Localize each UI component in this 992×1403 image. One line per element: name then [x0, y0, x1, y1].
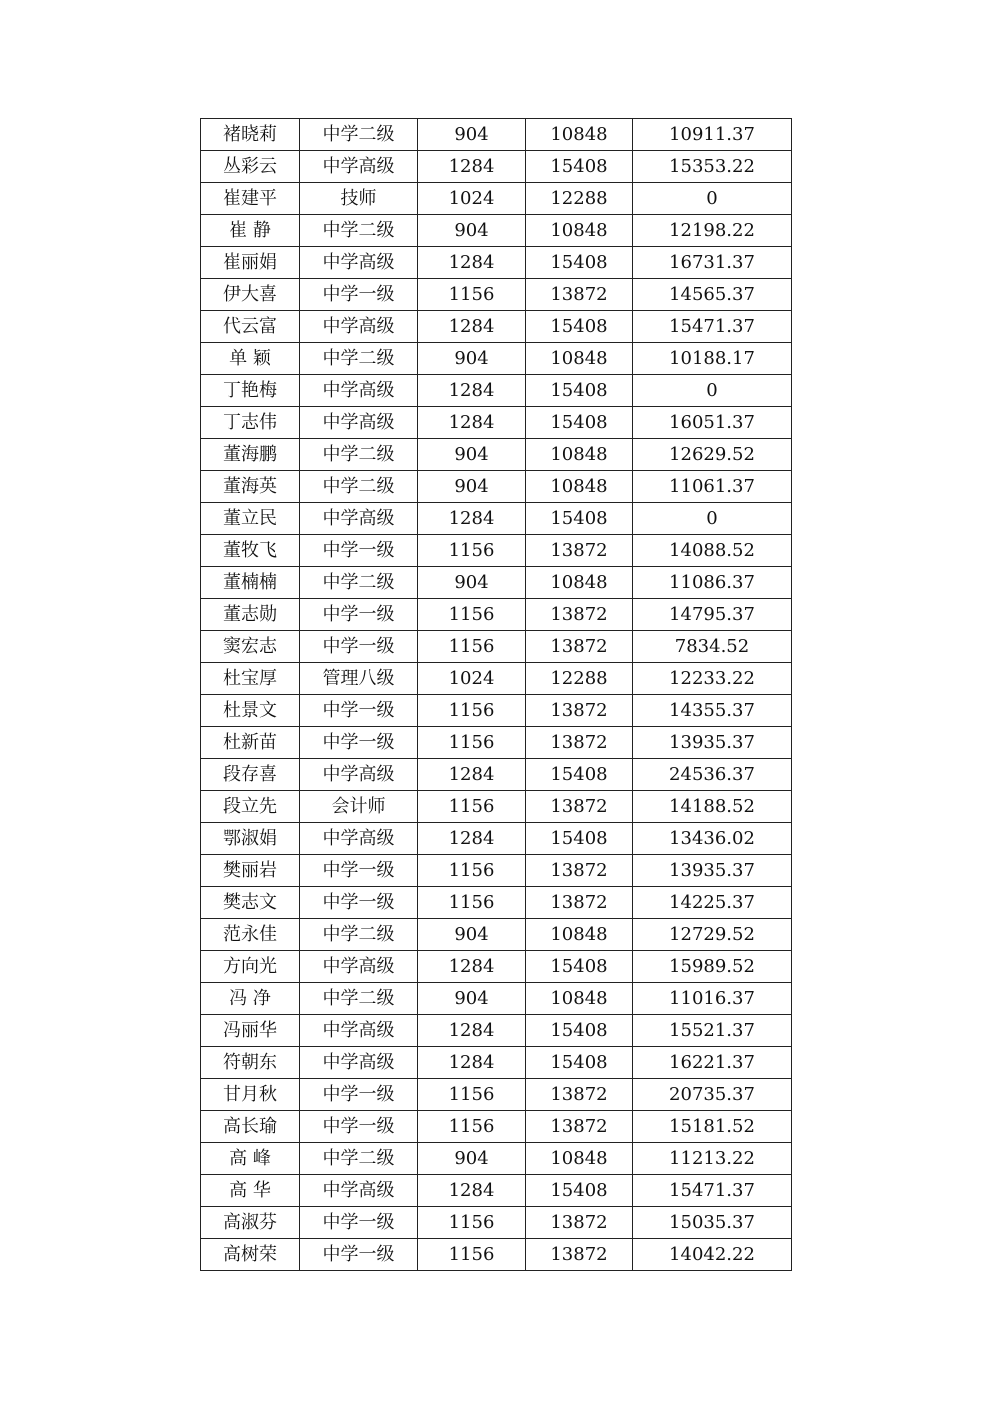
name-cell: 杜景文	[201, 695, 300, 727]
table-row	[201, 183, 792, 215]
amount-cell: 7834.52	[633, 631, 792, 663]
title-cell: 中学一级	[300, 1111, 418, 1143]
name-cell: 段立先	[201, 791, 300, 823]
name-cell: 董海英	[201, 471, 300, 503]
table-row	[201, 439, 792, 471]
amount-cell: 12198.22	[633, 215, 792, 247]
annual-salary-cell: 10848	[526, 983, 633, 1015]
amount-cell: 11016.37	[633, 983, 792, 1015]
amount-cell: 13436.02	[633, 823, 792, 855]
name-cell: 冯丽华	[201, 1015, 300, 1047]
base-salary-cell: 1156	[418, 855, 526, 887]
annual-salary-cell: 15408	[526, 151, 633, 183]
amount-cell: 15353.22	[633, 151, 792, 183]
annual-salary-cell: 15408	[526, 1015, 633, 1047]
name-cell: 樊丽岩	[201, 855, 300, 887]
title-cell: 中学一级	[300, 887, 418, 919]
base-salary-cell: 1284	[418, 151, 526, 183]
annual-salary-cell: 15408	[526, 823, 633, 855]
title-cell: 中学一级	[300, 855, 418, 887]
table-row	[201, 1047, 792, 1079]
annual-salary-cell: 10848	[526, 343, 633, 375]
table-row	[201, 311, 792, 343]
annual-salary-cell: 10848	[526, 567, 633, 599]
base-salary-cell: 1284	[418, 1015, 526, 1047]
title-cell: 中学一级	[300, 1239, 418, 1271]
base-salary-cell: 1284	[418, 375, 526, 407]
base-salary-cell: 904	[418, 919, 526, 951]
annual-salary-cell: 15408	[526, 407, 633, 439]
name-cell: 褚晓莉	[201, 119, 300, 151]
annual-salary-cell: 15408	[526, 375, 633, 407]
salary-table	[200, 118, 792, 1271]
annual-salary-cell: 15408	[526, 759, 633, 791]
title-cell: 中学一级	[300, 535, 418, 567]
title-cell: 中学高级	[300, 823, 418, 855]
base-salary-cell: 1284	[418, 1047, 526, 1079]
base-salary-cell: 1156	[418, 887, 526, 919]
amount-cell: 15471.37	[633, 311, 792, 343]
annual-salary-cell: 15408	[526, 951, 633, 983]
base-salary-cell: 1284	[418, 503, 526, 535]
table-row	[201, 375, 792, 407]
table-row	[201, 919, 792, 951]
amount-cell: 14042.22	[633, 1239, 792, 1271]
title-cell: 中学高级	[300, 1047, 418, 1079]
table-row	[201, 471, 792, 503]
title-cell: 中学高级	[300, 951, 418, 983]
base-salary-cell: 1284	[418, 759, 526, 791]
table-row	[201, 1239, 792, 1271]
table-row	[201, 1143, 792, 1175]
name-cell: 鄂淑娟	[201, 823, 300, 855]
annual-salary-cell: 10848	[526, 215, 633, 247]
annual-salary-cell: 13872	[526, 887, 633, 919]
title-cell: 中学高级	[300, 151, 418, 183]
base-salary-cell: 904	[418, 343, 526, 375]
title-cell: 中学二级	[300, 1143, 418, 1175]
table-row	[201, 695, 792, 727]
table-row	[201, 663, 792, 695]
table-row	[201, 1015, 792, 1047]
annual-salary-cell: 12288	[526, 183, 633, 215]
table-row	[201, 503, 792, 535]
title-cell: 管理八级	[300, 663, 418, 695]
name-cell: 丛彩云	[201, 151, 300, 183]
base-salary-cell: 1284	[418, 823, 526, 855]
title-cell: 中学高级	[300, 375, 418, 407]
base-salary-cell: 904	[418, 983, 526, 1015]
base-salary-cell: 904	[418, 439, 526, 471]
title-cell: 中学高级	[300, 503, 418, 535]
annual-salary-cell: 13872	[526, 535, 633, 567]
title-cell: 中学高级	[300, 407, 418, 439]
amount-cell: 15181.52	[633, 1111, 792, 1143]
title-cell: 中学二级	[300, 439, 418, 471]
annual-salary-cell: 13872	[526, 631, 633, 663]
amount-cell: 10188.17	[633, 343, 792, 375]
base-salary-cell: 1156	[418, 279, 526, 311]
annual-salary-cell: 13872	[526, 791, 633, 823]
title-cell: 中学二级	[300, 343, 418, 375]
annual-salary-cell: 15408	[526, 1047, 633, 1079]
table-row	[201, 599, 792, 631]
amount-cell: 14188.52	[633, 791, 792, 823]
amount-cell: 14355.37	[633, 695, 792, 727]
name-cell: 段存喜	[201, 759, 300, 791]
title-cell: 中学二级	[300, 567, 418, 599]
name-cell: 甘月秋	[201, 1079, 300, 1111]
annual-salary-cell: 10848	[526, 471, 633, 503]
base-salary-cell: 1156	[418, 599, 526, 631]
annual-salary-cell: 13872	[526, 855, 633, 887]
title-cell: 中学高级	[300, 247, 418, 279]
title-cell: 中学二级	[300, 919, 418, 951]
annual-salary-cell: 15408	[526, 247, 633, 279]
salary-table-body	[201, 119, 792, 1271]
base-salary-cell: 1284	[418, 951, 526, 983]
annual-salary-cell: 13872	[526, 727, 633, 759]
name-cell: 崔丽娟	[201, 247, 300, 279]
name-cell: 杜宝厚	[201, 663, 300, 695]
title-cell: 中学一级	[300, 1079, 418, 1111]
name-cell: 高长瑜	[201, 1111, 300, 1143]
amount-cell: 15035.37	[633, 1207, 792, 1239]
base-salary-cell: 1156	[418, 727, 526, 759]
base-salary-cell: 904	[418, 215, 526, 247]
base-salary-cell: 1156	[418, 791, 526, 823]
name-cell: 冯 净	[201, 983, 300, 1015]
amount-cell: 14088.52	[633, 535, 792, 567]
amount-cell: 16051.37	[633, 407, 792, 439]
name-cell: 董牧飞	[201, 535, 300, 567]
name-cell: 代云富	[201, 311, 300, 343]
title-cell: 会计师	[300, 791, 418, 823]
base-salary-cell: 1284	[418, 407, 526, 439]
amount-cell: 0	[633, 183, 792, 215]
title-cell: 中学一级	[300, 695, 418, 727]
name-cell: 窦宏志	[201, 631, 300, 663]
base-salary-cell: 1156	[418, 1111, 526, 1143]
amount-cell: 0	[633, 503, 792, 535]
annual-salary-cell: 10848	[526, 439, 633, 471]
table-row	[201, 535, 792, 567]
base-salary-cell: 1156	[418, 631, 526, 663]
table-row	[201, 887, 792, 919]
amount-cell: 15521.37	[633, 1015, 792, 1047]
annual-salary-cell: 12288	[526, 663, 633, 695]
name-cell: 董立民	[201, 503, 300, 535]
amount-cell: 12233.22	[633, 663, 792, 695]
amount-cell: 12729.52	[633, 919, 792, 951]
base-salary-cell: 1024	[418, 183, 526, 215]
table-row	[201, 983, 792, 1015]
table-row	[201, 631, 792, 663]
table-row	[201, 951, 792, 983]
table-row	[201, 279, 792, 311]
name-cell: 单 颖	[201, 343, 300, 375]
name-cell: 杜新苗	[201, 727, 300, 759]
amount-cell: 10911.37	[633, 119, 792, 151]
amount-cell: 14225.37	[633, 887, 792, 919]
title-cell: 中学高级	[300, 1175, 418, 1207]
amount-cell: 24536.37	[633, 759, 792, 791]
amount-cell: 14565.37	[633, 279, 792, 311]
table-row	[201, 247, 792, 279]
table-row	[201, 1111, 792, 1143]
name-cell: 丁艳梅	[201, 375, 300, 407]
annual-salary-cell: 13872	[526, 1111, 633, 1143]
amount-cell: 11213.22	[633, 1143, 792, 1175]
amount-cell: 13935.37	[633, 727, 792, 759]
name-cell: 方向光	[201, 951, 300, 983]
title-cell: 中学一级	[300, 631, 418, 663]
base-salary-cell: 1156	[418, 1079, 526, 1111]
name-cell: 高 峰	[201, 1143, 300, 1175]
title-cell: 中学一级	[300, 599, 418, 631]
annual-salary-cell: 15408	[526, 1175, 633, 1207]
table-row	[201, 1175, 792, 1207]
name-cell: 丁志伟	[201, 407, 300, 439]
title-cell: 中学一级	[300, 1207, 418, 1239]
table-row	[201, 791, 792, 823]
name-cell: 董海鹏	[201, 439, 300, 471]
title-cell: 中学一级	[300, 279, 418, 311]
name-cell: 高 华	[201, 1175, 300, 1207]
title-cell: 中学一级	[300, 727, 418, 759]
name-cell: 樊志文	[201, 887, 300, 919]
name-cell: 崔建平	[201, 183, 300, 215]
annual-salary-cell: 15408	[526, 311, 633, 343]
name-cell: 崔 静	[201, 215, 300, 247]
amount-cell: 20735.37	[633, 1079, 792, 1111]
name-cell: 高淑芬	[201, 1207, 300, 1239]
annual-salary-cell: 10848	[526, 919, 633, 951]
base-salary-cell: 904	[418, 567, 526, 599]
annual-salary-cell: 15408	[526, 503, 633, 535]
table-row	[201, 407, 792, 439]
table-row	[201, 1079, 792, 1111]
annual-salary-cell: 13872	[526, 599, 633, 631]
table-row	[201, 855, 792, 887]
amount-cell: 15989.52	[633, 951, 792, 983]
title-cell: 中学二级	[300, 471, 418, 503]
annual-salary-cell: 13872	[526, 1079, 633, 1111]
title-cell: 中学高级	[300, 1015, 418, 1047]
title-cell: 中学高级	[300, 311, 418, 343]
amount-cell: 13935.37	[633, 855, 792, 887]
base-salary-cell: 1156	[418, 1239, 526, 1271]
annual-salary-cell: 13872	[526, 695, 633, 727]
base-salary-cell: 904	[418, 119, 526, 151]
annual-salary-cell: 13872	[526, 1207, 633, 1239]
title-cell: 中学二级	[300, 215, 418, 247]
title-cell: 中学二级	[300, 119, 418, 151]
base-salary-cell: 904	[418, 471, 526, 503]
amount-cell: 12629.52	[633, 439, 792, 471]
table-row	[201, 1207, 792, 1239]
table-row	[201, 567, 792, 599]
base-salary-cell: 1156	[418, 535, 526, 567]
amount-cell: 11086.37	[633, 567, 792, 599]
annual-salary-cell: 10848	[526, 119, 633, 151]
name-cell: 伊大喜	[201, 279, 300, 311]
table-row	[201, 343, 792, 375]
name-cell: 范永佳	[201, 919, 300, 951]
base-salary-cell: 904	[418, 1143, 526, 1175]
base-salary-cell: 1284	[418, 1175, 526, 1207]
table-row	[201, 215, 792, 247]
amount-cell: 16221.37	[633, 1047, 792, 1079]
base-salary-cell: 1156	[418, 695, 526, 727]
base-salary-cell: 1284	[418, 247, 526, 279]
table-row	[201, 727, 792, 759]
amount-cell: 14795.37	[633, 599, 792, 631]
name-cell: 董楠楠	[201, 567, 300, 599]
title-cell: 中学高级	[300, 759, 418, 791]
title-cell: 技师	[300, 183, 418, 215]
title-cell: 中学二级	[300, 983, 418, 1015]
annual-salary-cell: 13872	[526, 279, 633, 311]
base-salary-cell: 1156	[418, 1207, 526, 1239]
annual-salary-cell: 13872	[526, 1239, 633, 1271]
amount-cell: 16731.37	[633, 247, 792, 279]
table-row	[201, 759, 792, 791]
name-cell: 符朝东	[201, 1047, 300, 1079]
name-cell: 高树荣	[201, 1239, 300, 1271]
table-row	[201, 119, 792, 151]
base-salary-cell: 1024	[418, 663, 526, 695]
base-salary-cell: 1284	[418, 311, 526, 343]
table-row	[201, 823, 792, 855]
amount-cell: 11061.37	[633, 471, 792, 503]
amount-cell: 0	[633, 375, 792, 407]
table-row	[201, 151, 792, 183]
name-cell: 董志勋	[201, 599, 300, 631]
annual-salary-cell: 10848	[526, 1143, 633, 1175]
amount-cell: 15471.37	[633, 1175, 792, 1207]
